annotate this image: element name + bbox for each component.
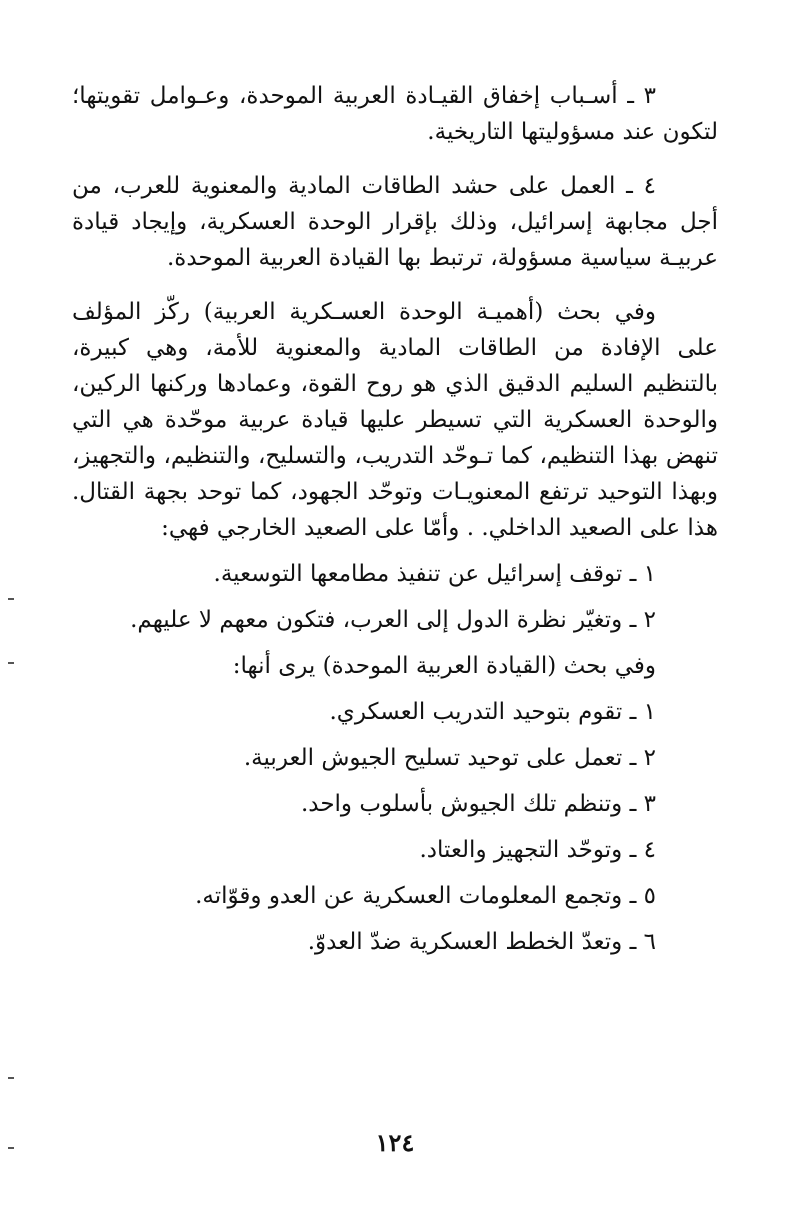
unified-item-6: ٦ ـ وتعدّ الخطط العسكرية ضدّ العدوّ.: [307, 929, 656, 955]
unified-item-2: ٢ ـ تعمل على توحيد تسليح الجيوش العربية.: [243, 745, 656, 771]
external-item-2: ٢ ـ وتغيّر نظرة الدول إلى العرب، فتكون معهم لا عليهم.: [130, 607, 656, 633]
unified-item-3: ٣ ـ وتنظم تلك الجيوش بأسلوب واحد.: [300, 791, 656, 817]
unified-item-1: ١ ـ تقوم بتوحيد التدريب العسكري.: [329, 699, 656, 725]
unified-item-5: ٥ ـ وتجمع المعلومات العسكرية عن العدو وقوّاته.: [195, 883, 656, 909]
unified-intro: وفي بحث (القيادة العربية الموحدة) يرى أنها:: [232, 653, 656, 679]
margin-mark: [8, 1077, 14, 1079]
item-3-paragraph: ٣ ـ أسـباب إخفاق القيـادة العربية الموحدة، وعـوامل تقويتها؛ لتكون عند مسؤوليتها التاريخية.: [72, 83, 718, 145]
margin-mark: [8, 1147, 14, 1149]
page-body: [72, 78, 718, 960]
margin-mark: [8, 598, 14, 600]
item-4-paragraph: ٤ ـ العمل على حشد الطاقات المادية والمعنوية للعرب، من أجل مجابهة إسرائيل، وذلك بإقرار الوحدة العسكرية، وإيجاد قيادة عربيـة سياسية مسؤولة، ترتبط بها القيادة العربية الموحدة.: [72, 173, 718, 271]
external-item-1: ١ ـ توقف إسرائيل عن تنفيذ مطامعها التوسعية.: [213, 561, 656, 587]
study-paragraph: وفي بحث (أهميـة الوحدة العسـكرية العربية) ركّز المؤلف على الإفادة من الطاقات المادية والمعنوية للأمة، وهي كبيرة، بالتنظيم السليم الدقيق الذي هو روح القوة، وعمادها وركنها الركين، والوحدة العسكرية التي تسيطر عليها قيادة عربية موحّدة هي التي تنهض بهذا التنظيم، كما تـوحّد التدريب، والتسليح، والتنظيم، والتجهيز، وبهذا التوحيد ترتفع المعنويـات وتوحّد الجهود، كما توحد بجهة القتال. هذا على الصعيد الداخلي. . وأمّا على الصعيد الخارجي فهي:: [72, 299, 718, 541]
margin-mark: [8, 662, 14, 664]
page-number: ١٢٤: [375, 1128, 415, 1157]
unified-item-4: ٤ ـ وتوحّد التجهيز والعتاد.: [419, 837, 656, 863]
